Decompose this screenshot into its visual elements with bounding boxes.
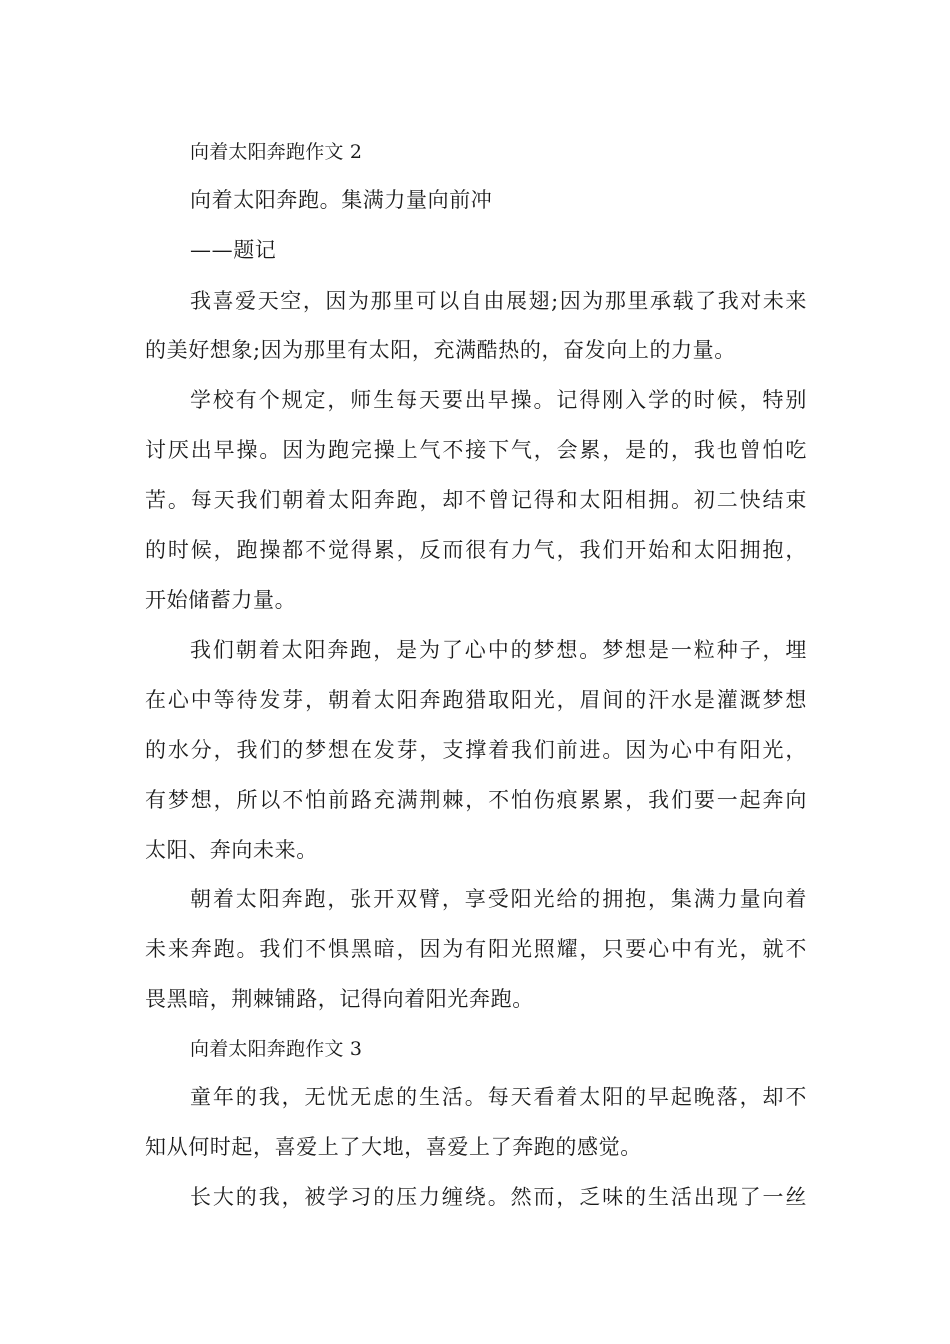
paragraph-line: 未来奔跑。我们不惧黑暗，因为有阳光照耀，只要心中有光，就不 (145, 937, 807, 961)
paragraph-line: 长大的我，被学习的压力缠绕。然而，乏味的生活出现了一丝 (190, 1185, 807, 1209)
section-heading-3: 向着太阳奔跑作文 3 (190, 1038, 363, 1060)
paragraph-line: 在心中等待发芽，朝着太阳奔跑猎取阳光，眉间的汗水是灌溉梦想 (145, 688, 807, 712)
paragraph-line: 开始储蓄力量。 (145, 588, 297, 612)
paragraph-line: 我喜爱天空，因为那里可以自由展翅;因为那里承载了我对未来 (190, 289, 807, 313)
paragraph-line: 的时候，跑操都不觉得累，反而很有力气，我们开始和太阳拥抱， (145, 538, 807, 562)
paragraph-line: 我们朝着太阳奔跑，是为了心中的梦想。梦想是一粒种子，埋 (190, 638, 807, 662)
epigraph-attribution: ——题记 (190, 238, 277, 262)
paragraph-line: 学校有个规定，师生每天要出早操。记得刚入学的时候，特别 (190, 388, 807, 412)
paragraph-line: 苦。每天我们朝着太阳奔跑，却不曾记得和太阳相拥。初二快结束 (145, 488, 807, 512)
section-heading-2: 向着太阳奔跑作文 2 (190, 141, 363, 163)
paragraph-line: 畏黑暗，荆棘铺路，记得向着阳光奔跑。 (145, 987, 534, 1011)
paragraph-line: 的美好想象;因为那里有太阳，充满酷热的，奋发向上的力量。 (145, 338, 736, 362)
paragraph-line: 有梦想，所以不怕前路充满荆棘，不怕伤痕累累，我们要一起奔向 (145, 788, 807, 812)
paragraph-line: 知从何时起，喜爱上了大地，喜爱上了奔跑的感觉。 (145, 1135, 642, 1159)
paragraph-line: 童年的我，无忧无虑的生活。每天看着太阳的早起晚落，却不 (190, 1085, 807, 1109)
paragraph-line: 的水分，我们的梦想在发芽，支撑着我们前进。因为心中有阳光， (145, 738, 807, 762)
paragraph-line: 朝着太阳奔跑，张开双臂，享受阳光给的拥抱，集满力量向着 (190, 887, 807, 911)
paragraph-line: 讨厌出早操。因为跑完操上气不接下气，会累，是的，我也曾怕吃 (145, 438, 807, 462)
paragraph-line: 太阳、奔向未来。 (145, 838, 318, 862)
essay-epigraph: 向着太阳奔跑。集满力量向前冲 (190, 188, 493, 212)
